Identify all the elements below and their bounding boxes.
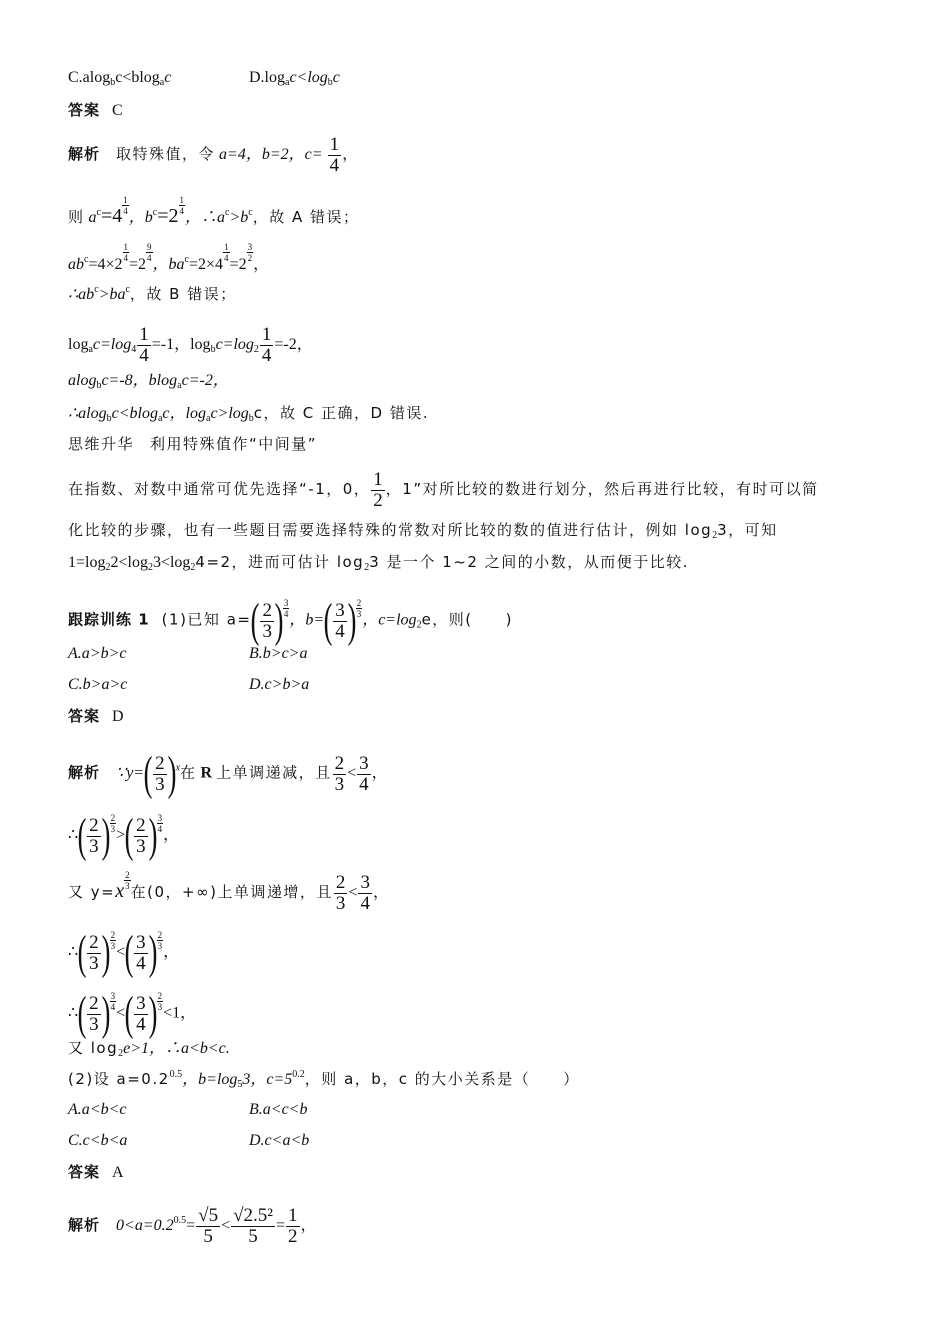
solution-2-line-5: ∴( $\frac{2}{3}$ ) $\frac{3}{4}$ <( $\frac{3}{4}$ ) $\frac{2}{3}$ <1， (68, 987, 197, 1040)
exercise-1-question: 跟踪训练 1 (1)已知 a=( $\frac{2}{3}$ ) $\frac{3}{4}$ ，b=( $\frac{3}{4}$ ) $\frac{2}{3}$ ，$c=\log_2e$，则( ) (68, 594, 513, 647)
exercise-1-options-cd (68, 675, 310, 695)
solution-1-line-3: $ab^c=4\times 2$ $\frac{1}{4}$ =2 $\frac{9}{4}$ ，$ba^c=2\times 4$ $\frac{1}{4}$ =2 $\frac{3}{2}$ ， (68, 242, 270, 273)
solution-label: 解析 (68, 763, 101, 782)
solution-1-line-4: $\therefore ab^c>ba^c$，故 B 错误； (68, 284, 237, 303)
solution-2-line-4: ∴( $\frac{2}{3}$ ) $\frac{2}{3}$ <( $\frac{3}{4}$ ) $\frac{2}{3}$ ， (68, 926, 180, 979)
answer-value: C (112, 102, 123, 119)
solution-1-line-7: ∴alog$_b$c<blog$_a$c，$\log_ac>\log_bc$，故 C 正确，D 错误. (68, 404, 430, 424)
tip-title: 思维升华 (68, 435, 135, 453)
solution-2-line-6: 又 $\log_2e>1$，∴a<b<c. (68, 1039, 230, 1059)
text: a=4， (219, 146, 262, 164)
solution-1-line-1 (68, 135, 358, 176)
tip-paragraph-line-1: 在指数、对数中通常可优先选择“-1，0， $\frac{1}{2}$ ，1”对所比较的数进行划分，然后再进行比较，有时可以简 (68, 469, 819, 511)
solution-label: 解析 (68, 1216, 101, 1235)
answer-2 (68, 706, 124, 727)
exercise-2-options-cd (68, 1131, 310, 1151)
option-c: C.alog$_b$c<blog$_a$c (68, 69, 172, 88)
answer-label: 答案 (68, 1163, 101, 1181)
exercise-2-question: (2)设 $a=0.2^{0.5}$，$b=\log_53$，$c=5^{0.2}$，则 a，b，c 的大小关系是（ ） (68, 1069, 580, 1090)
tip-paragraph-line-2: 化比较的步骤，也有一些题目需要选择特殊的常数对所比较的数的值进行估计，例如 $\log_23$，可知 (68, 521, 778, 541)
answer-value: D (112, 708, 124, 725)
answer-label: 答案 (68, 707, 101, 725)
tip-heading (68, 434, 317, 455)
text: b=2， (261, 146, 305, 164)
exercise-2-options-ab (68, 1100, 308, 1120)
answer-3 (68, 1162, 124, 1183)
answer-label: 答案 (68, 101, 101, 119)
option-a: A.a<b<c (68, 1101, 127, 1118)
text: c= (304, 146, 323, 164)
tip-paragraph-line-3: $1=\log_22<\log_23<\log_24=2$，进而可估计 $\log_23$ 是一个 1~2 之间的小数，从而便于比较. (68, 553, 689, 573)
tip-subtitle: 利用特殊值作“中间量” (150, 435, 318, 453)
options-cd (68, 68, 340, 88)
answer-1 (68, 100, 123, 121)
solution-1-line-5: $\log_ac=\log_4$ $\frac{1}{4}$ =-1，$\log_bc=\log_2$ $\frac{1}{4}$ =-2， (68, 324, 313, 366)
option-d: $D.\log_ac<\log_bc$ (249, 69, 340, 88)
option-a: A.a>b>c (68, 645, 127, 662)
text: ， (342, 146, 359, 164)
option-b: B.a<c<b (249, 1101, 308, 1118)
answer-value: A (112, 1164, 124, 1181)
exercise-1-options-ab (68, 644, 308, 664)
option-d: D.c<a<b (249, 1132, 310, 1149)
option-c: C.c<b<a (68, 1132, 128, 1149)
solution-2-line-2: ∴( $\frac{2}{3}$ ) $\frac{2}{3}$ >( $\frac{2}{3}$ ) $\frac{3}{4}$ ， (68, 809, 180, 862)
solution-label: 解析 (68, 145, 101, 164)
solution-3-line-1: 解析 $0<a=0.2^{0.5}=$ $\frac{√5}{5}$ < $\frac{\text{√2.5²}}{5}$ = $\frac{1}{2}$ ， (68, 1205, 317, 1247)
exercise-label: 跟踪训练 1 (68, 610, 150, 629)
text: 取特殊值，令 (116, 145, 216, 164)
fraction: $\frac{1}{4}$ (329, 134, 340, 176)
solution-1-line-2: 则 $a^c=4$ $\frac{1}{4}$ ，$b^c=2$ $\frac{1}{4}$ ，$\therefore a^c>b^c$，故 A 错误； (68, 195, 360, 227)
option-b: B.b>c>a (249, 645, 308, 662)
option-c: C.b>a>c (68, 676, 128, 693)
solution-2-line-1: 解析 ∵y=( $\frac{2}{3}$ )$^x$在 R 上单调递减，且 $\frac{2}{3}$ < $\frac{3}{4}$ ， (68, 747, 388, 800)
solution-2-line-3: 又 y=x $\frac{2}{3}$ 在(0，+∞)上单调递增，且 $\frac{2}{3}$ < $\frac{3}{4}$ ， (68, 870, 389, 914)
option-d: D.c>b>a (249, 676, 310, 693)
solution-1-line-6: alog$_b$c=-8，blog$_a$c=-2， (68, 372, 229, 391)
